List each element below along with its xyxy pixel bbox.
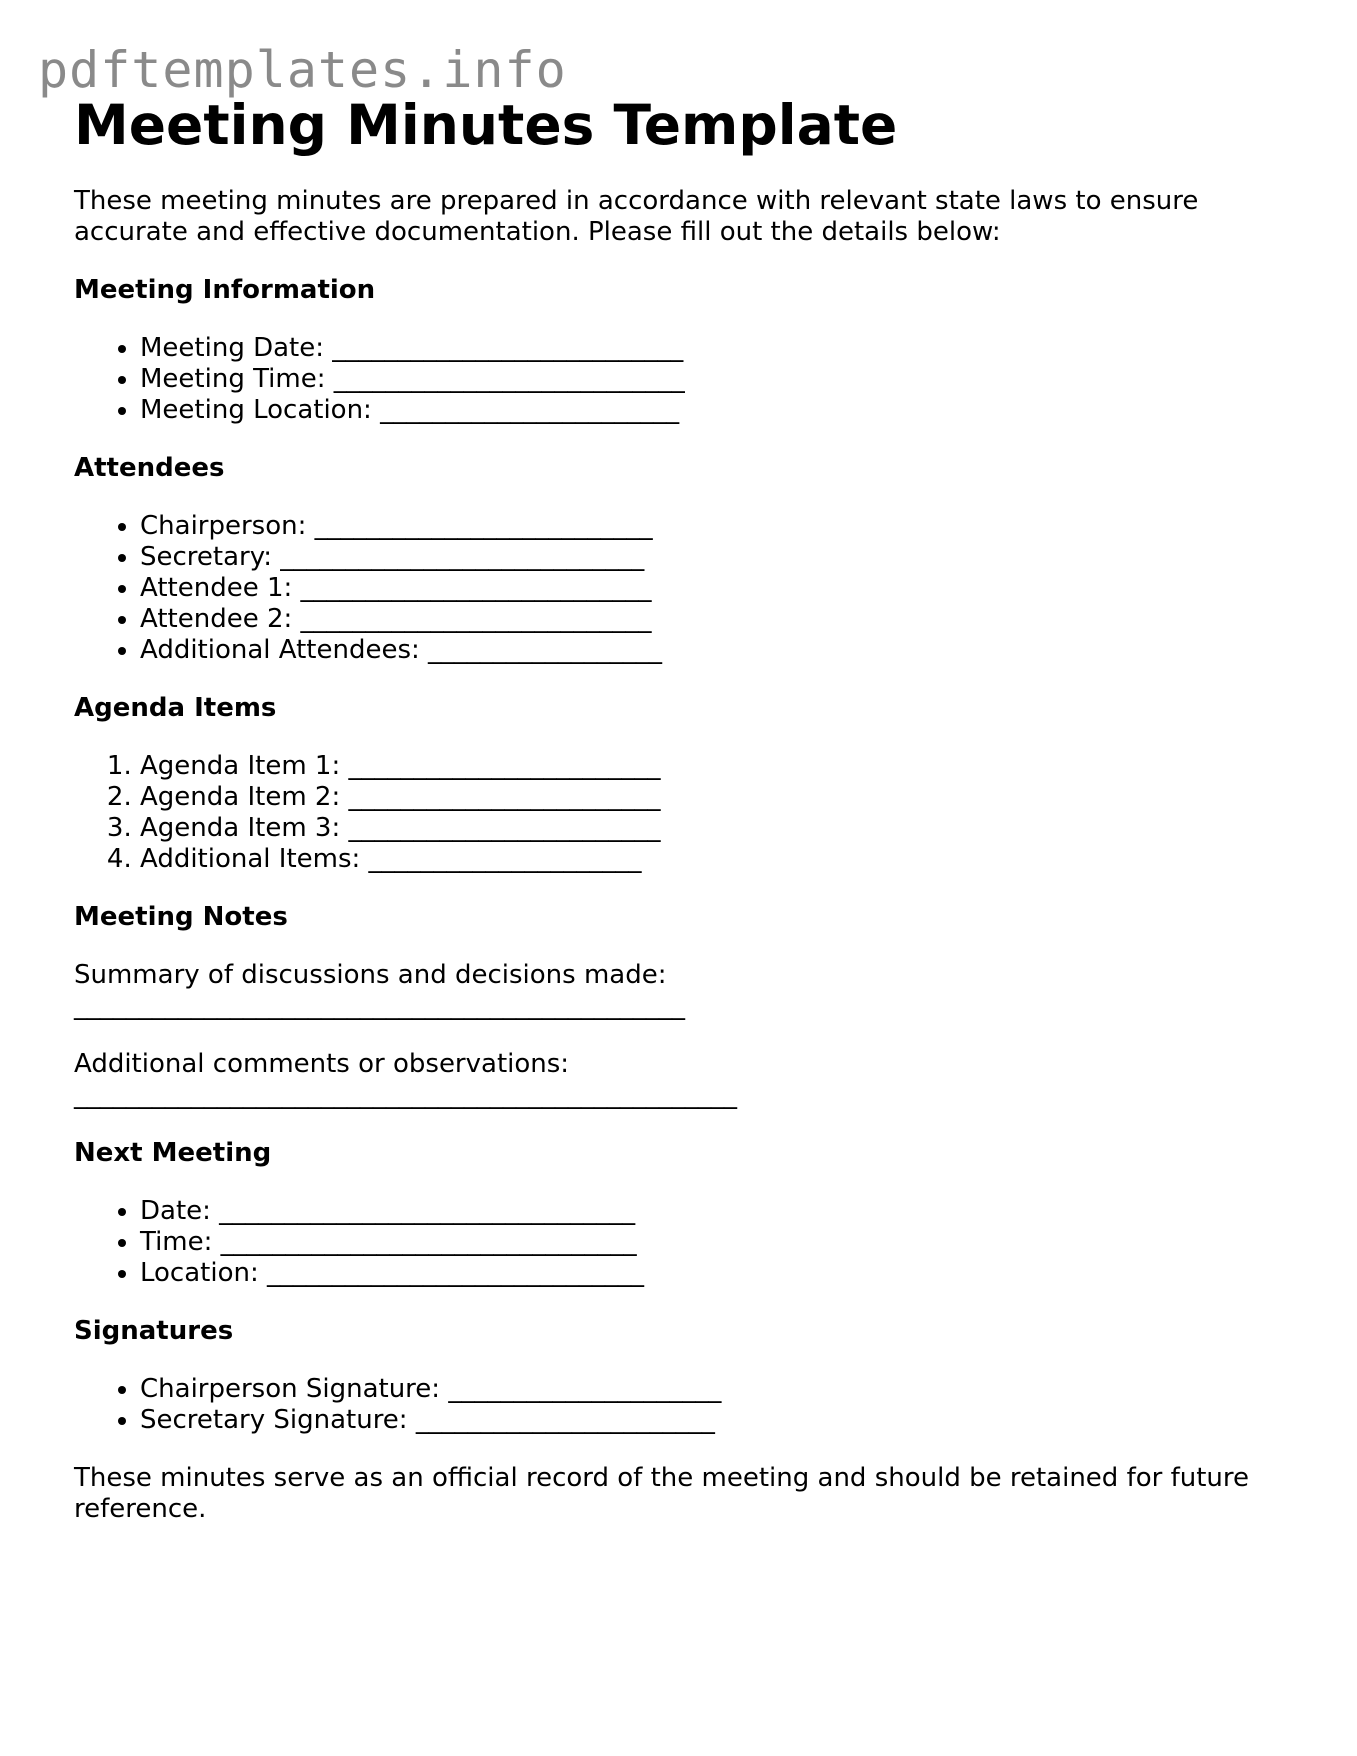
list-item-meeting-date: • Meeting Date: ___________________________ <box>140 333 1294 364</box>
list-item-chairperson-signature: • Chairperson Signature: _____________________ <box>140 1374 1294 1405</box>
list-item-secretary: • Secretary: ____________________________ <box>140 542 1294 573</box>
section-heading-agenda-items: Agenda Items <box>74 693 277 723</box>
list-item-chairperson: • Chairperson: __________________________ <box>140 511 1294 542</box>
section-heading-signatures: Signatures <box>74 1316 234 1346</box>
section-heading-meeting-information: Meeting Information <box>74 275 376 305</box>
list-item-meeting-time: • Meeting Time: ___________________________ <box>140 364 1294 395</box>
list-item-additional-attendees: • Additional Attendees: __________________ <box>140 635 1294 666</box>
list-item-agenda-2: 2. Agenda Item 2: ________________________ <box>140 782 1294 813</box>
signatures-list <box>74 1374 1294 1436</box>
watermark: pdftemplates.info <box>38 41 567 99</box>
comments-label: Additional comments or observations: <box>74 1049 570 1079</box>
summary-label: Summary of discussions and decisions made: <box>74 960 667 990</box>
list-item-agenda-3: 3. Agenda Item 3: ________________________ <box>140 813 1294 844</box>
section-heading-attendees: Attendees <box>74 453 225 483</box>
list-item-agenda-1: 1. Agenda Item 1: ________________________ <box>140 751 1294 782</box>
list-item-attendee-1: • Attendee 1: ___________________________ <box>140 573 1294 604</box>
meeting-information-list <box>74 333 1294 426</box>
list-item-next-date: • Date: ________________________________ <box>140 1196 1294 1227</box>
document <box>74 92 1294 1525</box>
list-item-next-time: • Time: ________________________________ <box>140 1227 1294 1258</box>
agenda-list <box>74 751 1294 875</box>
intro-paragraph: These meeting minutes are prepared in accordance with relevant state laws to ensure accurate and effective documentation. Please fill out the details below: <box>74 186 1199 247</box>
comments-blank-line: ___________________________________________________ <box>74 1080 737 1110</box>
list-item-secretary-signature: • Secretary Signature: _______________________ <box>140 1405 1294 1436</box>
attendees-list <box>74 511 1294 666</box>
list-item-attendee-2: • Attendee 2: ___________________________ <box>140 604 1294 635</box>
closing-paragraph: These minutes serve as an official record of the meeting and should be retained for future reference. <box>74 1463 1250 1524</box>
section-heading-meeting-notes: Meeting Notes <box>74 902 288 932</box>
next-meeting-list <box>74 1196 1294 1289</box>
list-item-meeting-location: • Meeting Location: _______________________ <box>140 395 1294 426</box>
section-heading-next-meeting: Next Meeting <box>74 1138 272 1168</box>
list-item-additional-items: 4. Additional Items: _____________________ <box>140 844 1294 875</box>
list-item-next-location: • Location: _____________________________ <box>140 1258 1294 1289</box>
page-title: Meeting Minutes Template <box>74 93 898 157</box>
summary-blank-line: _______________________________________________ <box>74 991 685 1021</box>
